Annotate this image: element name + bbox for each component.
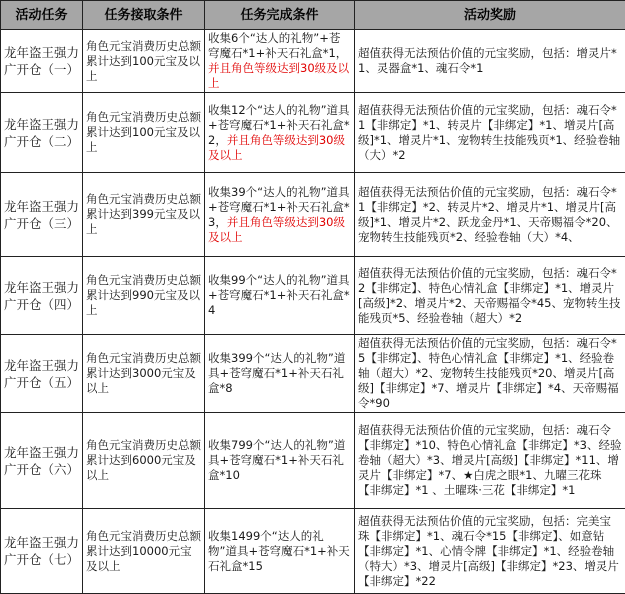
task-name: 龙年盗王强力广开仓（一） (1, 30, 83, 93)
completion-text: 收集39个“达人的礼物”道具+苍穹魔石*1+补天石礼盒*3， (208, 185, 350, 229)
task-name: 龙年盗王强力广开仓（五） (1, 335, 83, 413)
completion-text: 收集12个“达人的礼物”道具+苍穹魔石*1+补天石礼盒*2， (208, 103, 350, 147)
header-completion: 任务完成条件 (205, 1, 355, 30)
task-reward: 超值获得无法预估价值的元宝奖励，包括：魂石令*1【非绑定】*2、转灵片*2、增灵片*1、增灵片[高级]*1、增灵片*2、跃龙金丹*1、天帝赐福令*20、宠物转生技能残页*2、经验卷轴（大）*4、 (355, 173, 625, 257)
table-row (1, 335, 625, 413)
task-completion (205, 173, 355, 257)
completion-level-note: 并且角色等级达到30级及以上 (208, 133, 345, 162)
task-requirement: 角色元宝消费历史总额累计达到100元宝及以上 (83, 30, 205, 93)
task-reward: 超值获得无法预估价值的元宝奖励，包括：魂石令*1【非绑定】*1、转灵片【非绑定】*1、增灵片[高级]*1、增灵片*1、宠物转生技能残页*1、经验卷轴（大）*2 (355, 93, 625, 173)
table-row (1, 509, 625, 594)
task-requirement: 角色元宝消费历史总额累计达到399元宝及以上 (83, 173, 205, 257)
completion-text: 收集99个“达人的礼物”道具+苍穹魔石*1+补天石礼盒*4 (208, 273, 350, 317)
completion-level-note: 并且角色等级达到30级及以上 (208, 61, 349, 90)
table-row (1, 173, 625, 257)
table-row (1, 93, 625, 173)
task-name: 龙年盗王强力广开仓（六） (1, 413, 83, 509)
completion-level-note: 并且角色等级达到30级及以上 (208, 215, 345, 244)
table-header-row (1, 1, 625, 30)
task-requirement: 角色元宝消费历史总额累计达到990元宝及以上 (83, 257, 205, 335)
task-reward: 超值获得无法预估价值的元宝奖励，包括：魂石令*2【非绑定】、特色心情礼盒【非绑定】*1、增灵片[高级]*2、增灵片*2、天帝赐福令*45、宠物转生技能残页*5、经验卷轴（超大）*2 (355, 257, 625, 335)
completion-text: 收集6个“达人的礼物”+苍穹魔石*1+补天石礼盒*1， (208, 31, 347, 60)
table-row (1, 257, 625, 335)
header-task: 活动任务 (1, 1, 83, 30)
task-name: 龙年盗王强力广开仓（七） (1, 509, 83, 594)
header-reward: 活动奖励 (355, 1, 625, 30)
task-completion (205, 509, 355, 594)
task-name: 龙年盗王强力广开仓（三） (1, 173, 83, 257)
task-reward: 超值获得无法预估价值的元宝奖励，包括：增灵片*1、灵器盒*1、魂石令*1 (355, 30, 625, 93)
task-completion (205, 257, 355, 335)
completion-text: 收集1499个“达人的礼物”道具+苍穹魔石*1+补天石礼盒*15 (208, 529, 350, 573)
task-requirement: 角色元宝消费历史总额累计达到100元宝及以上 (83, 93, 205, 173)
task-requirement: 角色元宝消费历史总额累计达到10000元宝及以上 (83, 509, 205, 594)
task-completion (205, 413, 355, 509)
task-name: 龙年盗王强力广开仓（四） (1, 257, 83, 335)
task-reward: 超值获得无法预估价值的元宝奖励，包括：完美宝珠【非绑定】*1、魂石令*15【非绑定】、如意钻【非绑定】*1、心情令牌【非绑定】*1、经验卷轴（特大）*3、增灵片[高级]【非绑定】*23、增灵片【非绑定】*22 (355, 509, 625, 594)
task-reward: 超值获得无法预估价值的元宝奖励，包括：魂石令*5【非绑定】、特色心情礼盒【非绑定】*1、经验卷轴（超大）*2、宠物转生技能残页*20、增灵片[高级]【非绑定】*7、增灵片【非绑定】*4、天帝赐福令*90 (355, 335, 625, 413)
task-completion (205, 93, 355, 173)
task-completion (205, 335, 355, 413)
table-row (1, 30, 625, 93)
task-requirement: 角色元宝消费历史总额累计达到3000元宝及以上 (83, 335, 205, 413)
header-requirement: 任务接取条件 (83, 1, 205, 30)
completion-text: 收集799个“达人的礼物”道具+苍穹魔石*1+补天石礼盒*10 (208, 438, 345, 482)
task-reward: 超值获得无法预估价值的元宝奖励，包括：魂石令【非绑定】*10、特色心情礼盒【非绑定】*3、经验卷轴（超大）*3、增灵片[高级]【非绑定】*11、增灵片【非绑定】*7、★白虎之眼*1、九曜三花珠【非绑定】*1 、土曜珠·三花【非绑定】*1 (355, 413, 625, 509)
task-name: 龙年盗王强力广开仓（二） (1, 93, 83, 173)
table-row (1, 413, 625, 509)
task-requirement: 角色元宝消费历史总额累计达到6000元宝及以上 (83, 413, 205, 509)
task-completion (205, 30, 355, 93)
completion-text: 收集399个“达人的礼物”道具+苍穹魔石*1+补天石礼盒*8 (208, 351, 345, 395)
